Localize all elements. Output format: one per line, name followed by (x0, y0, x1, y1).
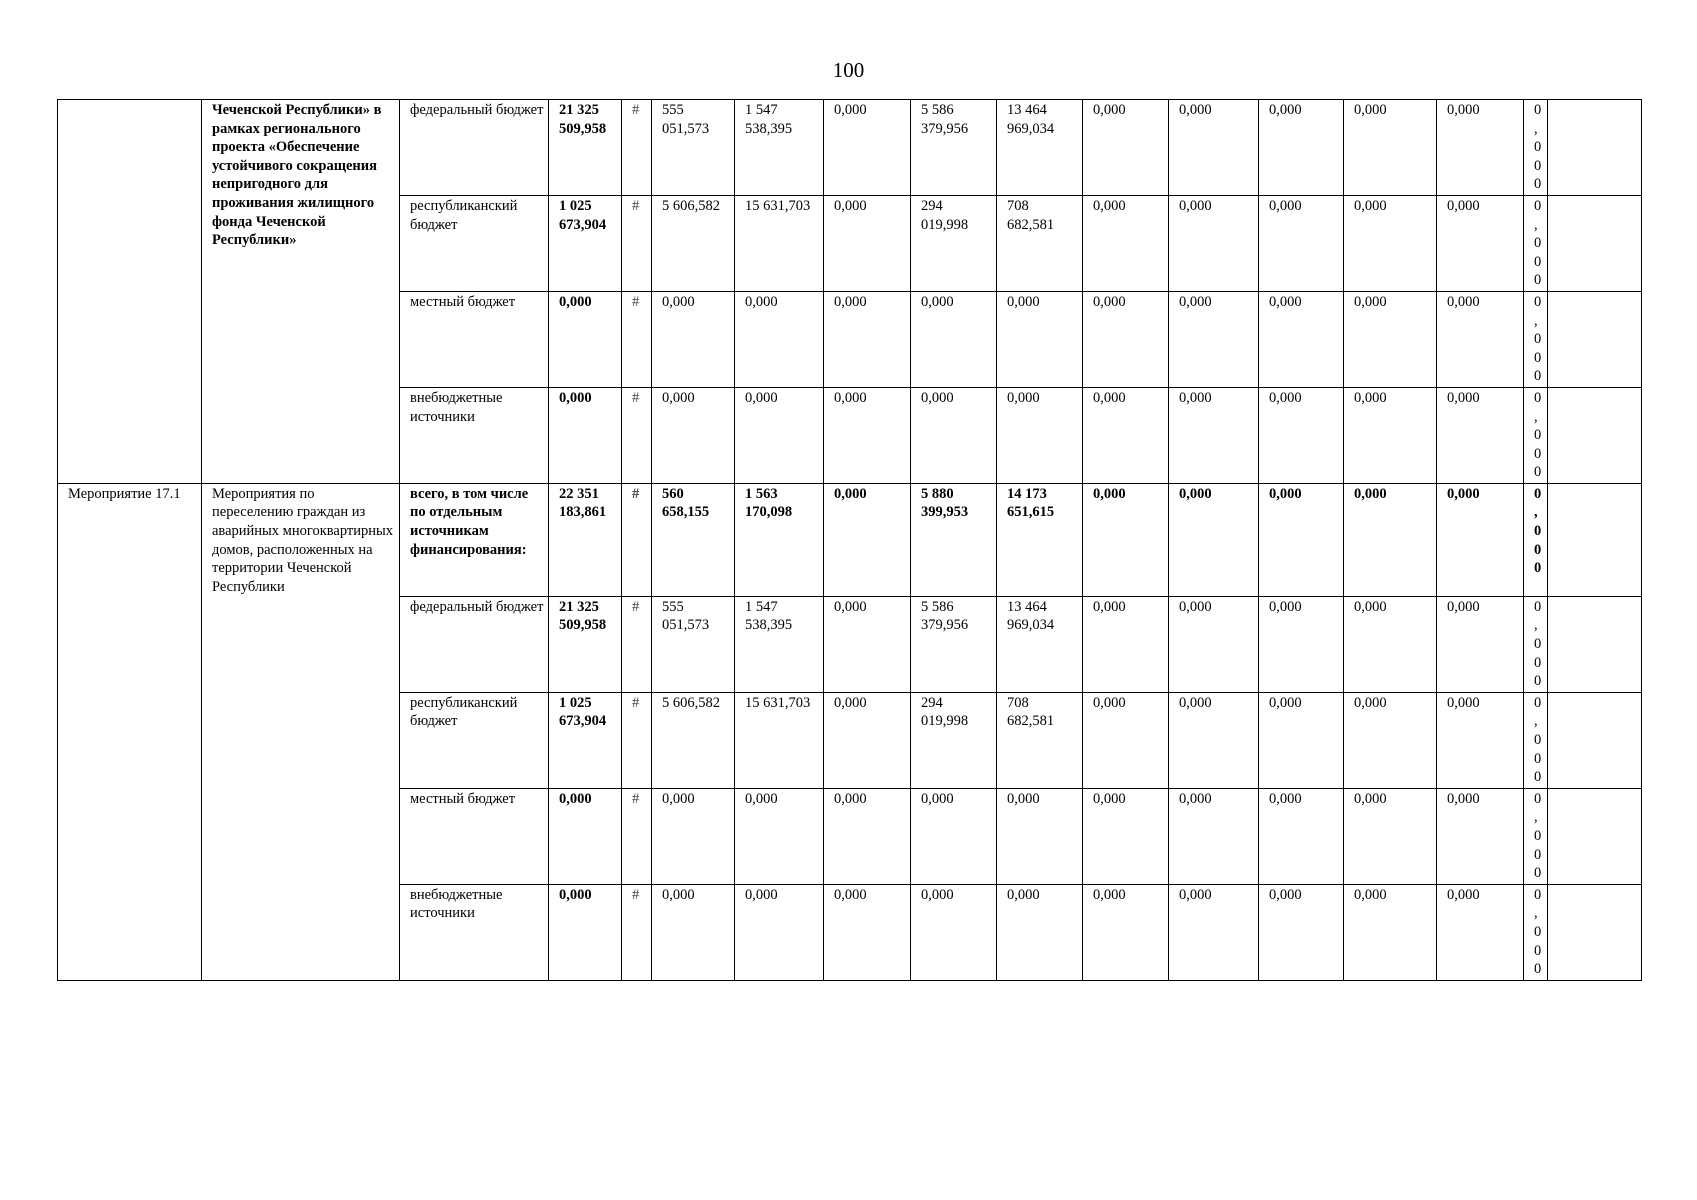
value-cell: 13 464 969,034 (997, 100, 1083, 196)
value-cell: 294 019,998 (911, 195, 997, 291)
value-cell: 15 631,703 (735, 195, 824, 291)
budget-table (57, 99, 1642, 981)
value-cell: 0,000 (1524, 483, 1548, 596)
source-cell: внебюджетные источники (400, 884, 549, 980)
value-cell: 0,000 (1524, 692, 1548, 788)
value-cell: 0,000 (1259, 692, 1344, 788)
total-cell: 0,000 (549, 884, 622, 980)
source-cell: республиканский бюджет (400, 692, 549, 788)
value-cell: 0,000 (824, 483, 911, 596)
empty-cell (1548, 788, 1642, 884)
table-row (58, 483, 1642, 596)
value-cell: 0,000 (1437, 884, 1524, 980)
value-cell: 0,000 (1169, 788, 1259, 884)
value-cell: 0,000 (1259, 100, 1344, 196)
value-cell: 0,000 (1344, 884, 1437, 980)
value-cell: 0,000 (824, 596, 911, 692)
value-cell: 5 880 399,953 (911, 483, 997, 596)
value-cell: 0,000 (824, 195, 911, 291)
value-cell: 0,000 (824, 788, 911, 884)
source-cell: местный бюджет (400, 788, 549, 884)
value-cell: 0,000 (1344, 291, 1437, 387)
value-cell: 0,000 (1259, 884, 1344, 980)
value-cell: 1 563 170,098 (735, 483, 824, 596)
value-cell: 0,000 (1169, 195, 1259, 291)
hash-cell: # (622, 788, 652, 884)
value-cell: 0,000 (1344, 195, 1437, 291)
value-cell: 0,000 (1344, 692, 1437, 788)
total-cell: 0,000 (549, 788, 622, 884)
value-cell: 0,000 (1344, 788, 1437, 884)
table-row (58, 100, 1642, 196)
empty-cell (1548, 483, 1642, 596)
value-cell: 0,000 (1437, 483, 1524, 596)
value-cell: 15 631,703 (735, 692, 824, 788)
total-cell: 0,000 (549, 387, 622, 483)
value-cell: 0,000 (1437, 387, 1524, 483)
value-cell: 0,000 (997, 788, 1083, 884)
value-cell: 0,000 (1524, 195, 1548, 291)
value-cell: 0,000 (1437, 788, 1524, 884)
value-cell: 0,000 (1437, 195, 1524, 291)
value-cell: 0,000 (1083, 291, 1169, 387)
value-cell: 0,000 (1524, 884, 1548, 980)
value-cell: 5 606,582 (652, 692, 735, 788)
hash-cell: # (622, 291, 652, 387)
program-name-cell: Чеченской Республики» в рамках регионального проекта «Обеспечение устойчивого сокращения непригодного для проживания жилищного фонда Чеченской Республики» (202, 100, 400, 484)
value-cell: 13 464 969,034 (997, 596, 1083, 692)
value-cell: 0,000 (1259, 483, 1344, 596)
empty-cell (1548, 100, 1642, 196)
value-cell: 708 682,581 (997, 692, 1083, 788)
value-cell: 0,000 (1169, 884, 1259, 980)
value-cell: 5 586 379,956 (911, 100, 997, 196)
value-cell: 5 606,582 (652, 195, 735, 291)
value-cell: 0,000 (1344, 100, 1437, 196)
value-cell: 0,000 (824, 692, 911, 788)
hash-cell: # (622, 884, 652, 980)
hash-cell: # (622, 596, 652, 692)
activity-code-cell: Мероприятие 17.1 (58, 483, 202, 980)
empty-cell (1548, 596, 1642, 692)
empty-cell (1548, 692, 1642, 788)
value-cell: 0,000 (1259, 291, 1344, 387)
value-cell: 0,000 (652, 387, 735, 483)
value-cell: 0,000 (1083, 884, 1169, 980)
value-cell: 0,000 (735, 387, 824, 483)
value-cell: 0,000 (1524, 596, 1548, 692)
value-cell: 0,000 (1259, 387, 1344, 483)
value-cell: 14 173 651,615 (997, 483, 1083, 596)
value-cell: 708 682,581 (997, 195, 1083, 291)
value-cell: 0,000 (824, 884, 911, 980)
value-cell: 555 051,573 (652, 100, 735, 196)
source-cell: всего, в том числе по отдельным источникам финансирования: (400, 483, 549, 596)
value-cell: 0,000 (735, 291, 824, 387)
hash-cell: # (622, 195, 652, 291)
value-cell: 0,000 (911, 884, 997, 980)
value-cell: 0,000 (1083, 100, 1169, 196)
value-cell: 0,000 (652, 291, 735, 387)
hash-cell: # (622, 100, 652, 196)
value-cell: 0,000 (1524, 788, 1548, 884)
activity-name-cell: Мероприятия по переселению граждан из аварийных многоквартирных домов, расположенных на территории Чеченской Республики (202, 483, 400, 980)
empty-cell (1548, 291, 1642, 387)
value-cell: 0,000 (1524, 387, 1548, 483)
value-cell: 294 019,998 (911, 692, 997, 788)
value-cell: 0,000 (1437, 291, 1524, 387)
value-cell: 0,000 (911, 788, 997, 884)
total-cell: 0,000 (549, 291, 622, 387)
value-cell: 0,000 (1169, 387, 1259, 483)
value-cell: 0,000 (1083, 483, 1169, 596)
value-cell: 5 586 379,956 (911, 596, 997, 692)
value-cell: 0,000 (824, 100, 911, 196)
total-cell: 22 351 183,861 (549, 483, 622, 596)
value-cell: 0,000 (824, 387, 911, 483)
value-cell: 1 547 538,395 (735, 596, 824, 692)
hash-cell: # (622, 692, 652, 788)
value-cell: 0,000 (1083, 195, 1169, 291)
source-cell: республиканский бюджет (400, 195, 549, 291)
value-cell: 0,000 (1344, 596, 1437, 692)
value-cell: 0,000 (1524, 291, 1548, 387)
value-cell: 555 051,573 (652, 596, 735, 692)
value-cell: 0,000 (1259, 788, 1344, 884)
value-cell: 0,000 (911, 387, 997, 483)
value-cell: 0,000 (1083, 692, 1169, 788)
source-cell: федеральный бюджет (400, 100, 549, 196)
value-cell: 0,000 (1437, 692, 1524, 788)
value-cell: 0,000 (735, 788, 824, 884)
value-cell: 0,000 (1083, 596, 1169, 692)
value-cell: 0,000 (1259, 596, 1344, 692)
value-cell: 0,000 (1344, 387, 1437, 483)
value-cell: 560 658,155 (652, 483, 735, 596)
total-cell: 21 325 509,958 (549, 100, 622, 196)
value-cell: 0,000 (1437, 100, 1524, 196)
value-cell: 0,000 (1169, 291, 1259, 387)
value-cell: 0,000 (652, 788, 735, 884)
value-cell: 0,000 (735, 884, 824, 980)
value-cell: 0,000 (1083, 387, 1169, 483)
empty-cell (1548, 195, 1642, 291)
value-cell: 0,000 (997, 291, 1083, 387)
hash-cell: # (622, 387, 652, 483)
value-cell: 0,000 (1169, 596, 1259, 692)
empty-cell (1548, 387, 1642, 483)
hash-cell: # (622, 483, 652, 596)
total-cell: 1 025 673,904 (549, 692, 622, 788)
source-cell: местный бюджет (400, 291, 549, 387)
value-cell: 0,000 (1259, 195, 1344, 291)
source-cell: внебюджетные источники (400, 387, 549, 483)
value-cell: 0,000 (1083, 788, 1169, 884)
total-cell: 1 025 673,904 (549, 195, 622, 291)
value-cell: 0,000 (1524, 100, 1548, 196)
value-cell: 0,000 (1169, 692, 1259, 788)
value-cell: 0,000 (911, 291, 997, 387)
value-cell: 0,000 (652, 884, 735, 980)
value-cell: 0,000 (997, 387, 1083, 483)
value-cell: 0,000 (1437, 596, 1524, 692)
page-number: 100 (832, 58, 865, 82)
value-cell: 0,000 (1344, 483, 1437, 596)
value-cell: 0,000 (824, 291, 911, 387)
code-cell (58, 100, 202, 484)
total-cell: 21 325 509,958 (549, 596, 622, 692)
value-cell: 0,000 (1169, 100, 1259, 196)
value-cell: 1 547 538,395 (735, 100, 824, 196)
source-cell: федеральный бюджет (400, 596, 549, 692)
empty-cell (1548, 884, 1642, 980)
value-cell: 0,000 (1169, 483, 1259, 596)
value-cell: 0,000 (997, 884, 1083, 980)
